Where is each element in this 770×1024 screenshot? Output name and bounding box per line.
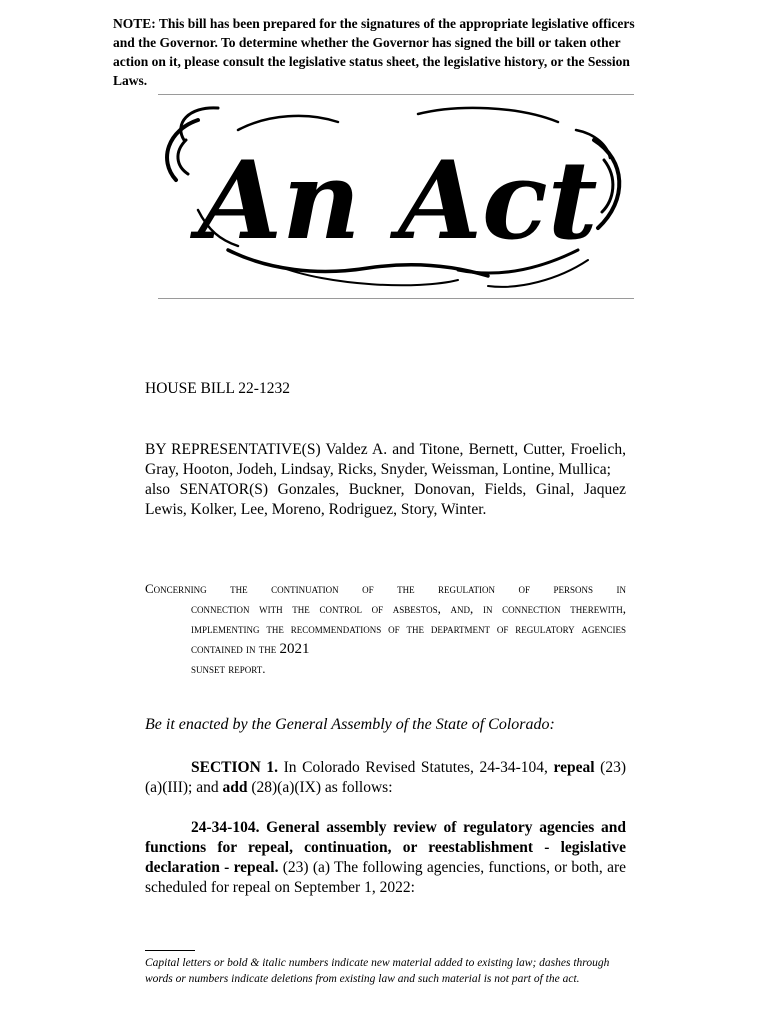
emblem-text: An Act [198,138,598,264]
statute-text: (23) (a) The following agencies, functions, or both, are scheduled for repeal on September 1, 2022: [145,859,626,896]
section-1-text-b: (23)(a)(III); and [145,759,626,796]
header-divider-bottom [158,298,634,299]
sponsors-block [145,440,626,520]
enacting-clause: Be it enacted by the General Assembly of the State of Colorado: [145,716,555,733]
section-1-heading: SECTION 1. [191,759,278,776]
statute-heading: 24-34-104. General assembly review of regulatory agencies and functions for repeal, continuation, or reestablishment - legislative declaration - repeal. [145,819,626,876]
bill-title-year: 2021 [279,641,310,657]
statute-paragraph [145,818,626,898]
bill-title-first-line: Concerning the continuation of the regulation of persons in [145,581,626,596]
bill-title-body: connection with the control of asbestos, and, in connection therewith, implementing the recommendations of the department of regulatory agencies contained in the [191,601,626,656]
section-1-repeal-word: repeal [553,759,595,776]
header-divider-top [158,94,634,95]
footnote: Capital letters or bold & italic numbers indicate new material added to existing law; dashes through words or numbers indicate deletions from existing law and such material is not part of the act. [145,957,610,985]
bill-title-continuation [145,599,626,679]
section-1-paragraph [145,758,626,798]
section-1-text-a: In Colorado Revised Statutes, 24-34-104, [278,759,554,776]
bill-title-end: sunset report. [191,661,266,676]
footnote-divider [145,950,195,951]
senators-list: also SENATOR(S) Gonzales, Buckner, Donovan, Fields, Ginal, Jaquez Lewis, Kolker, Lee, Moreno, Rodriguez, Story, Winter. [145,481,626,518]
representatives-list: BY REPRESENTATIVE(S) Valdez A. and Titone, Bernett, Cutter, Froelich, Gray, Hooton, Jodeh, Lindsay, Ricks, Snyder, Weissman, Lontine, Mullica; [145,441,626,478]
an-act-emblem [158,100,634,294]
section-1-text-c: (28)(a)(IX) as follows: [247,779,393,796]
bill-number: HOUSE BILL 22-1232 [145,380,290,397]
signature-note: NOTE: This bill has been prepared for the signatures of the appropriate legislative officers and the Governor. To determine whether the Governor has signed the bill or taken other action on it, please consult the legislative status sheet, the legislative history, or the Session Laws. [113,16,635,88]
bill-title [145,579,626,679]
section-1-add-word: add [222,779,248,796]
